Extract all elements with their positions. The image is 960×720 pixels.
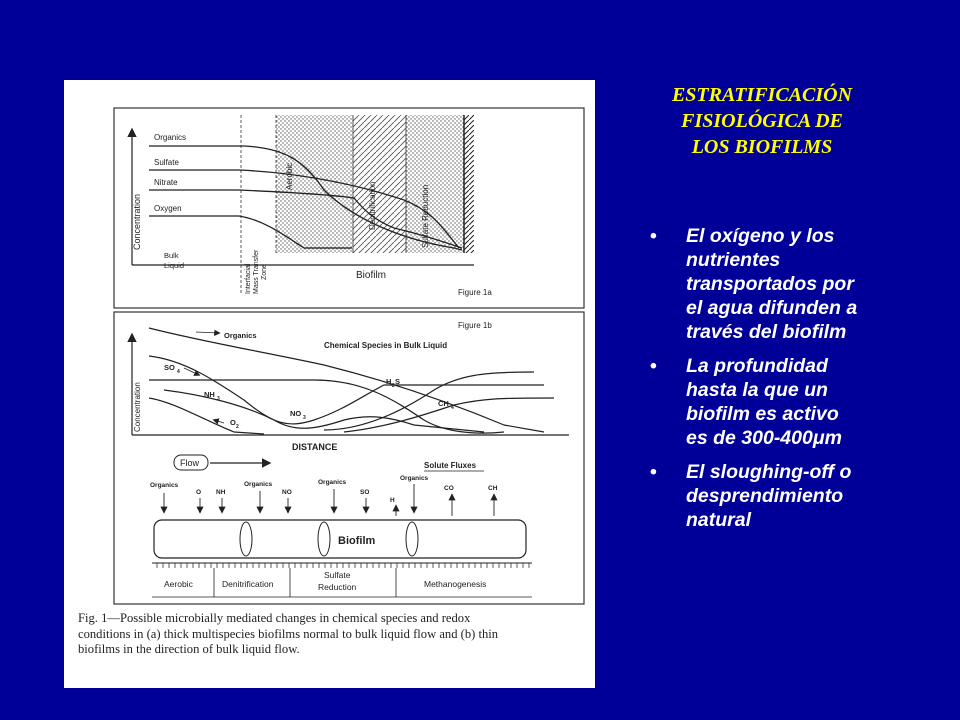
species-so4: SO — [164, 363, 175, 372]
species-o2: O — [230, 418, 236, 427]
flux-nh3: NH — [216, 489, 226, 496]
figure-panel — [64, 80, 595, 688]
bullet-2-line-4: es de 300-400μm — [686, 427, 842, 449]
bullet-3-line-3: natural — [686, 509, 752, 531]
bullet-1-line-5: través del biofilm — [686, 321, 847, 343]
caption-line-3: biofilms in the direction of bulk liquid flow. — [78, 642, 300, 656]
caption-line-2: conditions in (a) thick multispecies biofilms normal to bulk liquid flow and (b) thin — [78, 626, 499, 641]
bullet-2-line-2: hasta la que un — [686, 379, 828, 401]
species-no3: NO — [290, 409, 302, 418]
flux-o2: O — [196, 489, 202, 496]
bullet-1-line-2: nutrientes — [686, 249, 781, 271]
bulk-liquid-line-2: Liquid — [164, 261, 185, 270]
biofilm-figure — [64, 80, 595, 688]
flux-no3: NO — [282, 489, 292, 496]
denitrification-zone — [353, 115, 406, 253]
interfacial-line-3: Zone — [261, 264, 268, 280]
figure-caption — [78, 611, 588, 658]
slide-title — [612, 82, 912, 160]
flux-so4: SO — [360, 489, 370, 496]
label-nitrate: Nitrate — [154, 178, 178, 187]
substratum-1b — [152, 563, 532, 568]
species-h2s: H — [386, 377, 392, 386]
solute-fluxes-label: Solute Fluxes — [424, 461, 477, 470]
zone-sulfate-reduction: Sulfate Reduction — [421, 184, 430, 248]
sulfate-reduction-zone — [406, 115, 464, 253]
bullet-dot-icon: • — [650, 225, 657, 247]
bullet-1-line-1: El oxígeno y los — [686, 225, 835, 247]
zone-1b-sulfate: Sulfate — [324, 570, 351, 580]
bullet-1-line-4: el agua difunden a — [686, 297, 858, 319]
bullet-dot-icon: • — [650, 461, 657, 483]
title-line-3: LOS BIOFILMS — [691, 136, 833, 158]
species-nh3: NH — [204, 390, 215, 399]
zone-1b-aerobic: Aerobic — [164, 579, 193, 589]
flux-labels — [150, 475, 498, 504]
flow-label: Flow — [180, 458, 200, 468]
bulk-liquid-line-1: Bulk — [164, 251, 179, 260]
svg-text:S: S — [395, 377, 401, 386]
bullet-item-depth — [648, 354, 908, 450]
bullet-2-line-1: La profundidad — [686, 355, 828, 377]
o2-curve — [149, 398, 264, 434]
label-oxygen: Oxygen — [154, 204, 182, 213]
biofilm-label-1b: Biofilm — [338, 535, 376, 547]
flux-organics-1: Organics — [150, 482, 179, 489]
label-sulfate: Sulfate — [154, 158, 179, 167]
x-label-distance: DISTANCE — [292, 442, 338, 452]
bullet-3-line-2: desprendimiento — [686, 485, 844, 507]
bullet-dot-icon: • — [650, 355, 657, 377]
flux-h2s: H — [390, 497, 395, 504]
title-line-1: ESTRATIFICACIÓN — [671, 84, 853, 106]
zone-1b-methanogenesis: Methanogenesis — [424, 579, 487, 589]
caption-line-1: Fig. 1—Possible microbially mediated changes in chemical species and redox — [78, 611, 471, 625]
svg-text:2: 2 — [236, 424, 239, 430]
label-organics: Organics — [154, 133, 187, 142]
svg-text:4: 4 — [451, 405, 454, 411]
flux-co2: CO — [444, 485, 454, 492]
flux-organics-2: Organics — [244, 481, 273, 488]
flux-organics-3: Organics — [318, 479, 347, 486]
svg-text:4: 4 — [177, 369, 180, 375]
flux-organics-4: Organics — [400, 475, 429, 482]
svg-text:3: 3 — [303, 415, 306, 421]
bullet-3-line-1: El sloughing-off o — [686, 461, 852, 483]
figure-1b-label: Figure 1b — [458, 321, 492, 330]
figure-1a-label: Figure 1a — [458, 288, 492, 297]
zone-1b-denitrification: Denitrification — [222, 579, 274, 589]
zone-1b-reduction: Reduction — [318, 582, 357, 592]
bullet-1-line-3: transportados por — [686, 273, 854, 295]
svg-text:3: 3 — [217, 396, 220, 402]
biofilm-label-1a: Biofilm — [356, 270, 387, 281]
substratum-wall — [464, 115, 474, 253]
chemical-species-subtitle: Chemical Species in Bulk Liquid — [324, 341, 448, 350]
y-label-1b: Concentration — [133, 382, 142, 432]
bullet-list — [648, 224, 908, 542]
flux-ch4: CH — [488, 485, 498, 492]
species-organics: Organics — [224, 331, 257, 340]
title-line-2: FISIOLÓGICA DE — [681, 110, 843, 132]
bullet-2-line-3: biofilm es activo — [686, 403, 839, 425]
interfacial-line-2: Mass Transfer — [253, 249, 260, 294]
bullet-item-sloughing — [648, 460, 908, 532]
species-ch4: CH — [438, 399, 449, 408]
svg-text:2: 2 — [392, 383, 395, 389]
y-label-1a: Concentration — [132, 193, 142, 250]
zone-aerobic: Aerobic — [285, 162, 294, 190]
interfacial-line-1: Interfacial — [245, 263, 252, 294]
zone-denitrification: Denitrification — [368, 181, 377, 230]
bullet-item-oxygen — [648, 224, 908, 344]
